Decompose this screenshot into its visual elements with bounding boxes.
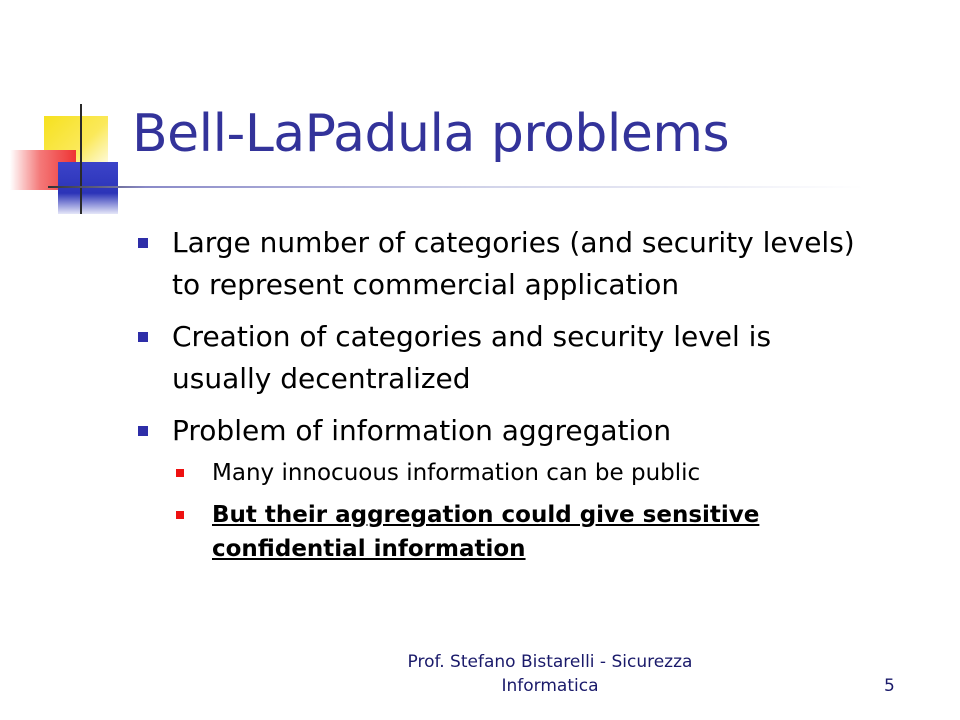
decorative-blue-square	[58, 162, 118, 214]
page-number: 5	[884, 676, 895, 696]
sub-bullet-item	[172, 456, 876, 490]
slide-title: Bell-LaPadula problems	[132, 104, 730, 164]
emphasized-sub-bullet-text: But their aggregation could give sensitive confidential information	[212, 502, 760, 562]
bullet-item	[136, 222, 876, 306]
title-underline-rule	[48, 186, 864, 188]
decorative-vertical-line	[80, 104, 82, 214]
bullet-text: Problem of information aggregation	[172, 414, 672, 447]
square-bullet-icon	[138, 332, 148, 342]
sub-bullet-list	[172, 456, 876, 566]
square-sub-bullet-icon	[176, 469, 184, 477]
square-sub-bullet-icon	[176, 511, 184, 519]
bullet-list	[136, 222, 876, 576]
bullet-text: Creation of categories and security level is usually decentralized	[172, 320, 772, 395]
sub-bullet-item	[172, 498, 876, 566]
slide-footer: Prof. Stefano Bistarelli - Sicurezza Informatica	[407, 652, 693, 696]
square-bullet-icon	[138, 238, 148, 248]
bullet-item	[136, 410, 876, 566]
bullet-text: Large number of categories (and security levels) to represent commercial application	[172, 226, 855, 301]
square-bullet-icon	[138, 426, 148, 436]
bullet-item	[136, 316, 876, 400]
sub-bullet-text: Many innocuous information can be public	[212, 460, 701, 486]
